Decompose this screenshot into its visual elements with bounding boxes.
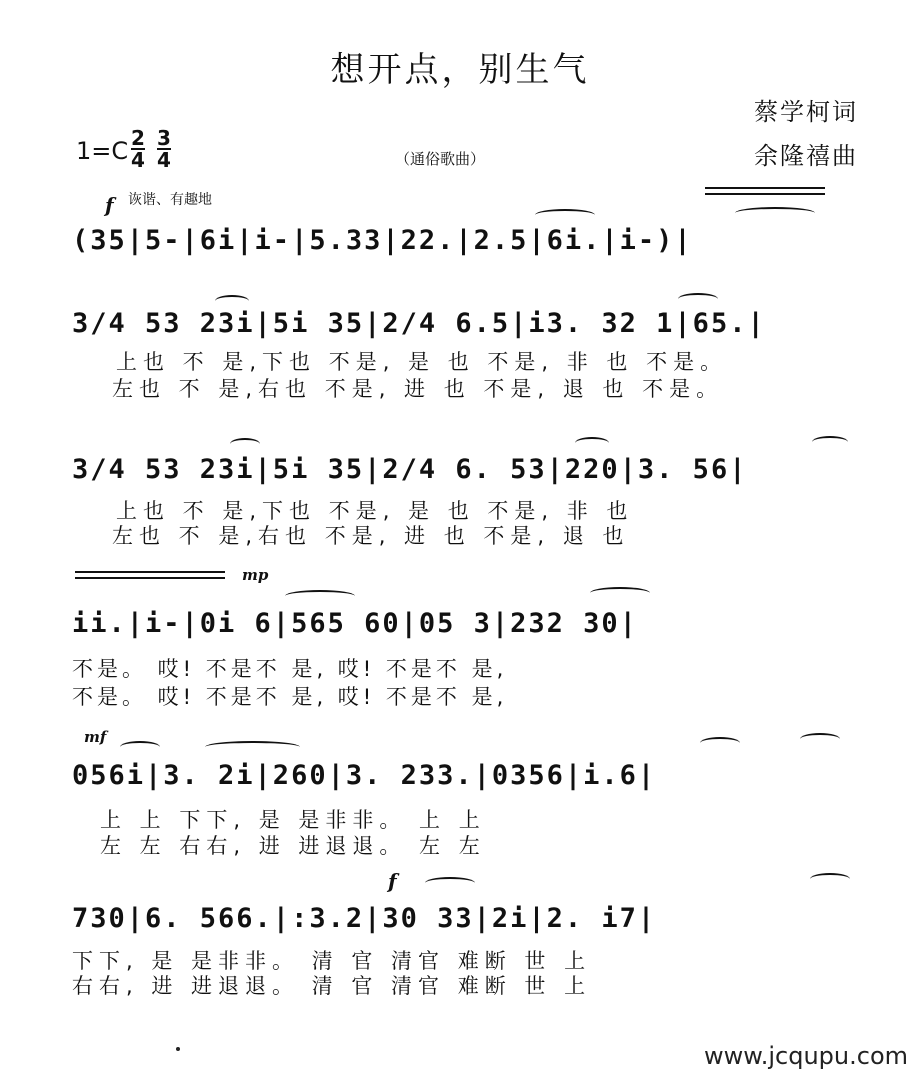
slur-icon — [285, 590, 355, 602]
lyric-row-5-verse-2: 左 左 右右, 进 进退退。 左 左 — [100, 834, 486, 858]
notation-row-4: ii.|i-|0i 6|565 60|05 3|232 30| — [72, 608, 638, 639]
slur-icon — [215, 295, 249, 307]
lyric-row-2-verse-2: 左也 不 是,右也 不是, 进 也 不是, 退 也 不是。 — [112, 377, 724, 401]
stray-dot-mark — [176, 1047, 180, 1051]
notation-row-5: 056i|3. 2i|260|3. 233.|0356|i.6| — [72, 760, 657, 791]
slur-icon — [678, 293, 718, 305]
meter-bottom: 4 — [131, 148, 145, 172]
notation-row-1: (35|5-|6i|i-|5.33|22.|2.5|6i.|i-)| — [72, 225, 693, 256]
crescendo-line-icon — [705, 187, 825, 189]
slur-icon — [800, 733, 840, 745]
slur-icon — [590, 587, 650, 599]
lyric-row-5-verse-1: 上 上 下下, 是 是非非。 上 上 — [100, 808, 486, 832]
meter-top: 2 — [131, 126, 145, 150]
lyric-row-3-verse-2: 左也 不 是,右也 不是, 进 也 不是, 退 也 — [112, 524, 630, 548]
slur-icon — [205, 741, 300, 753]
lyric-row-6-verse-1: 下下, 是 是非非。 清 官 清官 难断 世 上 — [72, 949, 592, 973]
lyricist-credit: 蔡学柯词 — [754, 98, 858, 126]
slur-icon — [425, 877, 475, 889]
lyric-row-4-verse-2: 不是。 哎! 不是不 是, 哎! 不是不 是, — [72, 685, 508, 709]
notation-row-6: 730|6. 566.|:3.2|30 33|2i|2. i7| — [72, 903, 657, 934]
slur-icon — [700, 737, 740, 749]
lyric-row-2-verse-1: 上也 不 是,下也 不是, 是 也 不是, 非 也 不是。 — [116, 350, 728, 374]
slur-icon — [230, 438, 260, 450]
notation-row-2: 3/4 53 23i|5i 35|2/4 6.5|i3. 32 1|65.| — [72, 308, 766, 339]
slur-icon — [120, 741, 160, 753]
slur-icon — [535, 209, 595, 221]
slur-icon — [812, 436, 848, 448]
slur-icon — [575, 437, 609, 449]
slur-icon — [735, 207, 815, 219]
time-signature-2-4 — [131, 128, 145, 170]
lyric-row-4-verse-1: 不是。 哎! 不是不 是, 哎! 不是不 是, — [72, 657, 508, 681]
dynamic-mezzo-forte: mf — [84, 728, 107, 746]
decrescendo-line-icon — [75, 571, 225, 573]
slur-icon — [810, 873, 850, 885]
composer-credit: 余隆禧曲 — [754, 142, 858, 170]
lyric-row-3-verse-1: 上也 不 是,下也 不是, 是 也 不是, 非 也 — [116, 499, 634, 523]
dynamic-mezzo-piano: mp — [242, 566, 269, 584]
lyric-row-6-verse-2: 右右, 进 进退退。 清 官 清官 难断 世 上 — [72, 974, 592, 998]
genre-label: （通俗歌曲） — [395, 150, 486, 168]
expression-mark: 诙谐、有趣地 — [128, 192, 212, 208]
time-signature-3-4 — [157, 128, 171, 170]
song-title: 想开点，别生气 — [330, 50, 590, 90]
notation-row-3: 3/4 53 23i|5i 35|2/4 6. 53|220|3. 56| — [72, 454, 748, 485]
decrescendo-line-icon — [75, 577, 225, 579]
meter-top: 3 — [157, 126, 171, 150]
key-signature: 1=C — [76, 137, 129, 165]
crescendo-line-icon — [705, 193, 825, 195]
meter-bottom: 4 — [157, 148, 171, 172]
watermark-url: www.jcqupu.com — [704, 1042, 908, 1070]
dynamic-forte: f — [105, 193, 114, 217]
dynamic-forte: f — [388, 869, 397, 893]
